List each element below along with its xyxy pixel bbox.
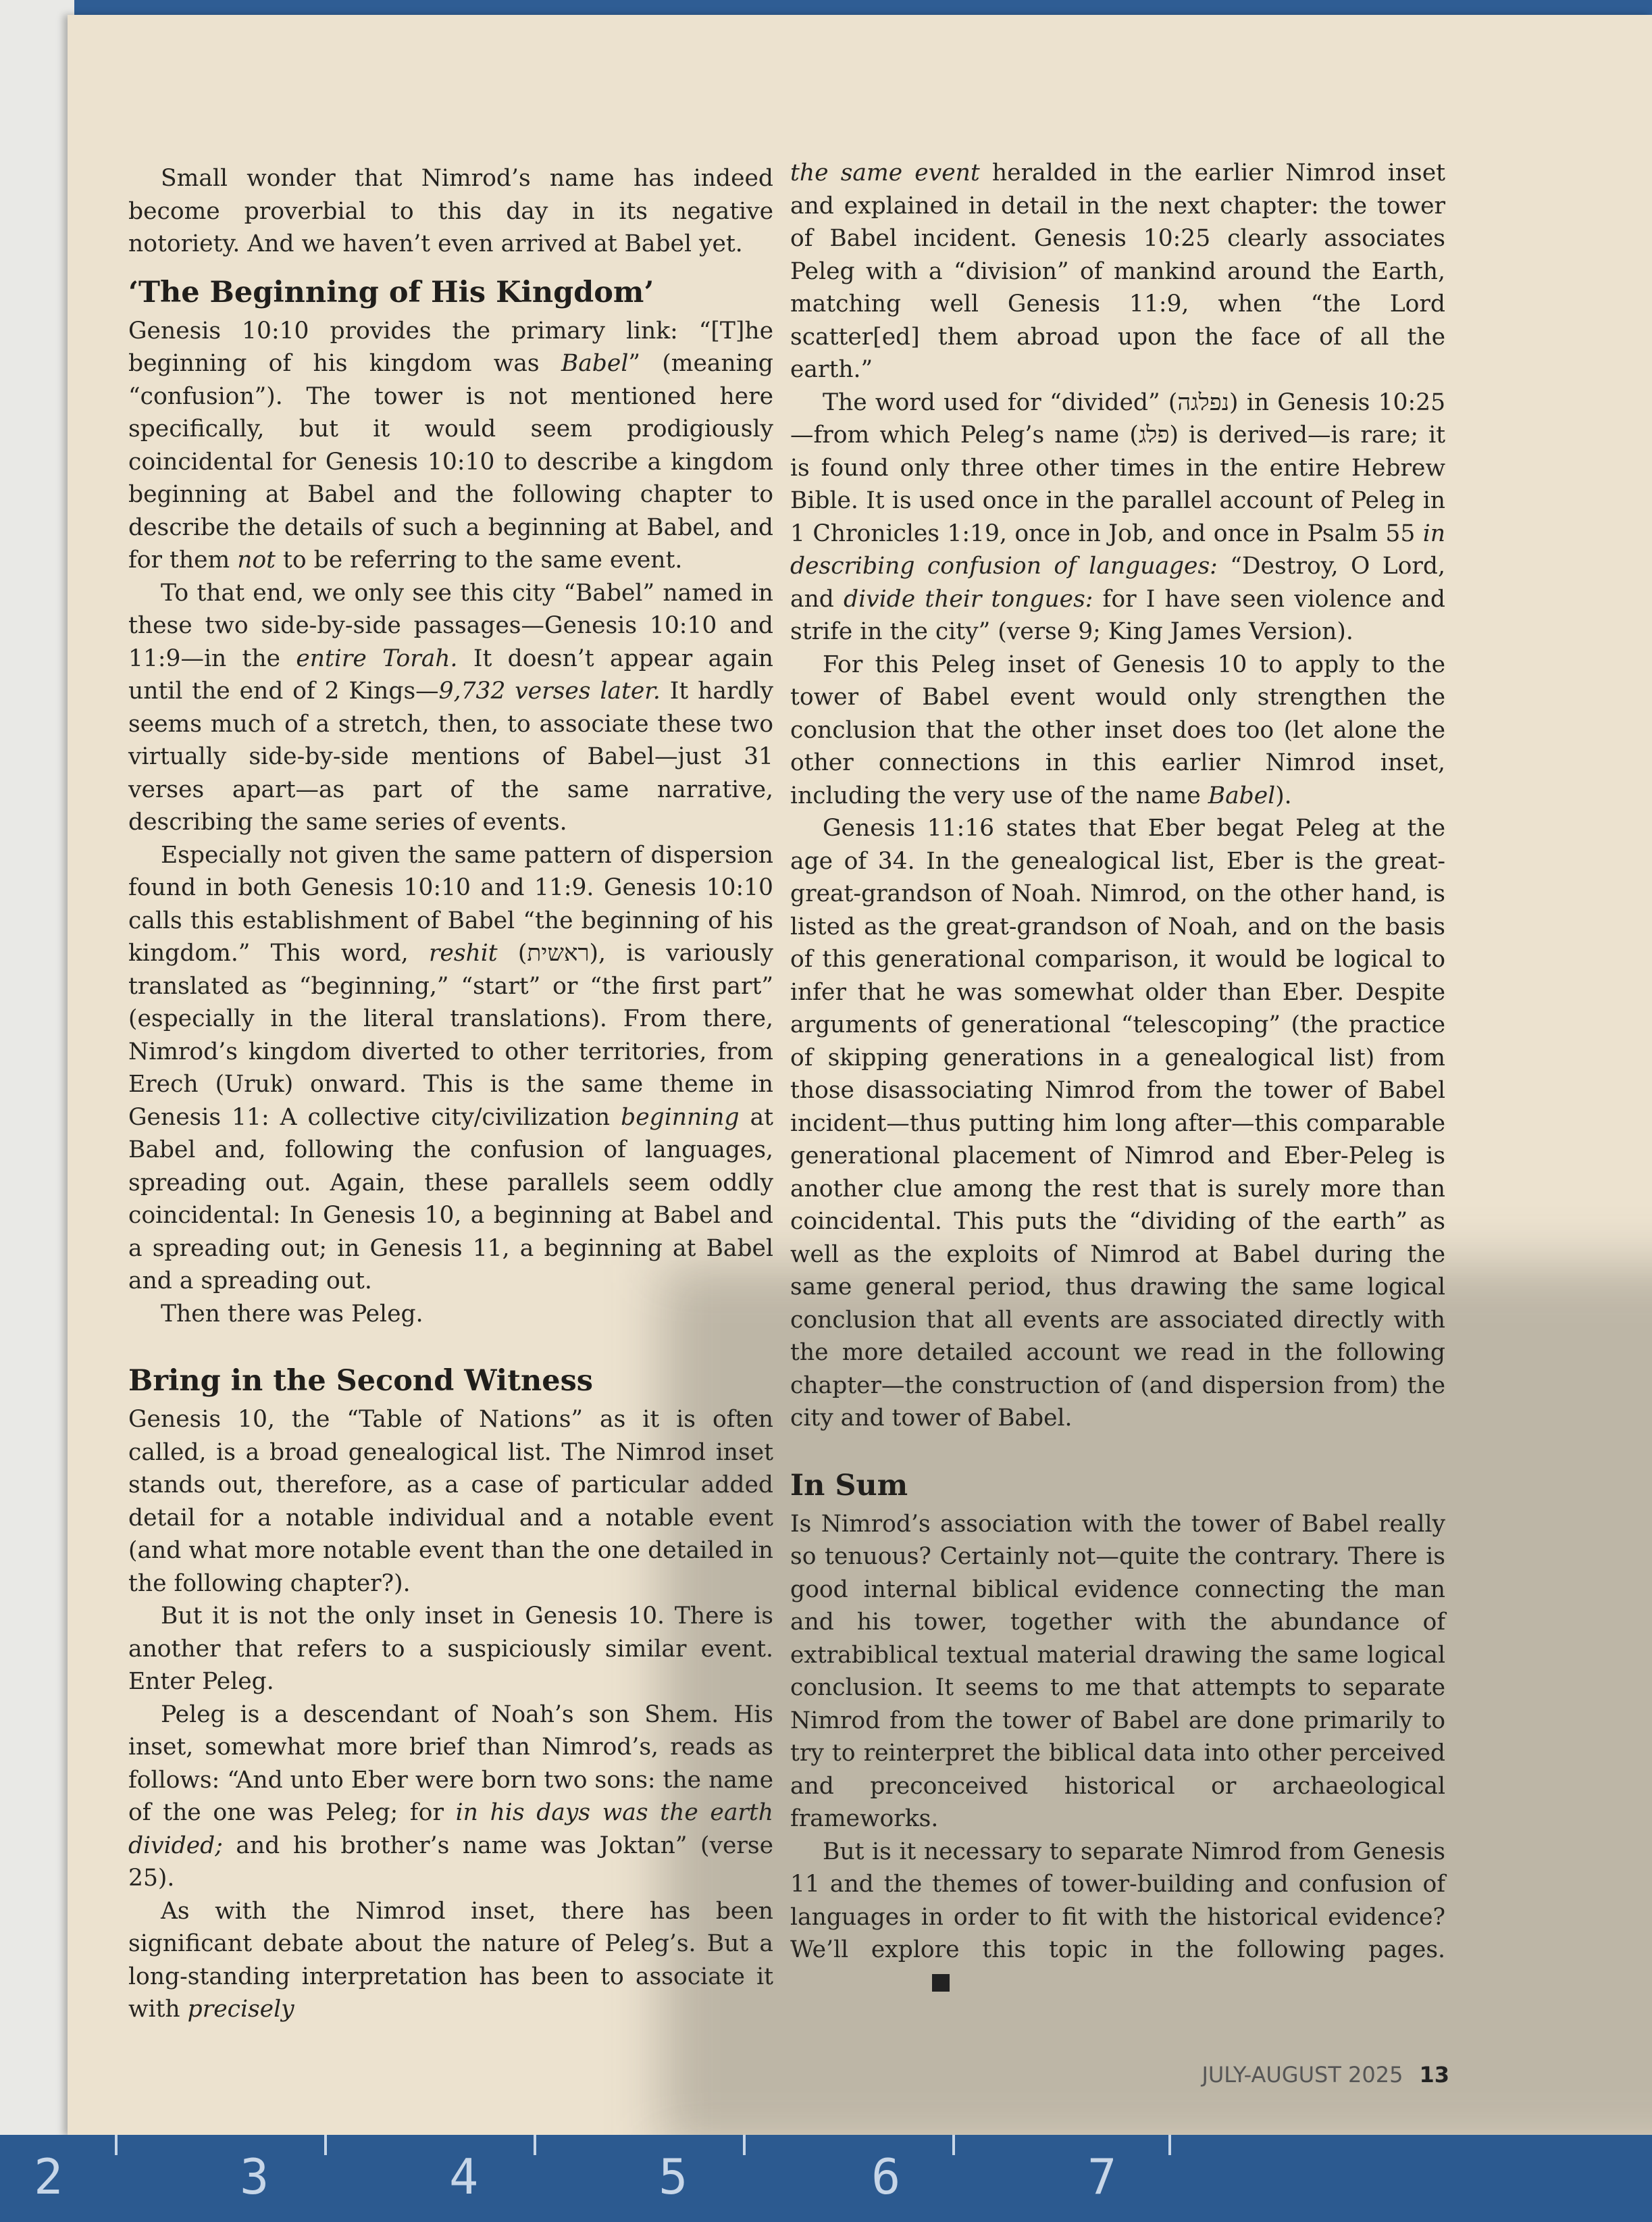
paragraph: As with the Nimrod inset, there has been significant debate about the nature of Peleg’s. But a long-standing interpretation has been to associate it with precisely	[128, 1897, 773, 2023]
ruler-number: 6	[871, 2148, 901, 2205]
ruler	[0, 2135, 1652, 2222]
paragraph: Genesis 11:16 states that Eber begat Peleg at the age of 34. In the genealogical list, Eber is the great-great-grandson of Noah. Nimrod, on the other hand, is listed as the great-grandson of Noah, and on the basis of this generational comparison, it would be logical to infer that he was somewhat older than Eber. Despite arguments of generational “telescoping” (the practice of skipping generations in a genealogical list) from those disassociating Nimrod from the tower of Babel incident—thus putting him long after—this comparable generational placement of Nimrod and Eber-Peleg is another clue among the rest that is surely more than coincidental. This puts the “dividing of the earth” as well as the exploits of Nimrod at Babel during the same general period, thus drawing the same logical conclusion that all events are associated directly with the more detailed account we read in the following chapter—the construction of (and dispersion from) the city and tower of Babel.	[790, 815, 1445, 1432]
section-heading-beginning: ‘The Beginning of His Kingdom’	[128, 275, 654, 309]
paragraph: To that end, we only see this city “Babel” named in these two side-by-side passages—Genesis 10:10 and 11:9—in the entire Torah. It doesn’t appear again until the end of 2 Kings—9,732 verses later. It hardly seems much of a stretch, then, to associate these two virtually side-by-side mentions of Babel—just 31 verses apart—as part of the same narrative, describing the same series of events.	[128, 579, 773, 836]
paragraph: Peleg is a descendant of Noah’s son Shem. His inset, somewhat more brief than Nimrod’s, reads as follows: “And unto Eber were born two sons: the name of the one was Peleg; for in his days was the earth divided; and his brother’s name was Joktan” (verse 25).	[128, 1700, 773, 1892]
paragraph: Small wonder that Nimrod’s name has indeed become proverbial to this day in its negative notoriety. And we haven’t even arrived at Babel yet.	[128, 165, 773, 257]
right-column	[790, 157, 1445, 1999]
ruler-number: 7	[1087, 2148, 1117, 2205]
end-mark-icon	[932, 1974, 950, 1992]
paragraph: But is it necessary to separate Nimrod from Genesis 11 and the themes of tower-building and confusion of languages in order to fit with the historical evidence? We’ll explore this topic in the following pages.	[790, 1836, 1445, 2000]
ruler-tick	[1168, 2135, 1171, 2155]
paragraph: Is Nimrod’s association with the tower of Babel really so tenuous? Certainly not—quite the contrary. There is good internal biblical evidence connecting the man and his tower, together with the abundance of extrabiblical textual material drawing the same logical conclusion. It seems to me that attempts to separate Nimrod from the tower of Babel are done primarily to try to reinterpret the biblical data into other perceived and preconceived historical or archaeological frameworks.	[790, 1510, 1445, 1832]
ruler-tick	[324, 2135, 327, 2155]
section-heading-second-witness: Bring in the Second Witness	[128, 1364, 593, 1398]
paragraph: For this Peleg inset of Genesis 10 to apply to the tower of Babel event would only strengthen the conclusion that the other inset does too (let alone the other connections in this earlier Nimrod inset, including the very use of the name Babel).	[790, 651, 1445, 809]
paragraph: Genesis 10, the “Table of Nations” as it is often called, is a broad genealogical list. The Nimrod inset stands out, therefore, as a case of particular added detail for a notable individual and a notable event (and what more notable event than the one detailed in the following chapter?).	[128, 1406, 773, 1597]
left-column	[128, 162, 773, 2026]
paragraph: The word used for “divided” (נפלגה) in Genesis 10:25—from which Peleg’s name (פלג) is derived—is rare; it is found only three other times in the entire Hebrew Bible. It is used once in the parallel account of Peleg in 1 Chronicles 1:19, once in Job, and once in Psalm 55 in describing confusion of languages: “Destroy, O Lord, and divide their tongues: for I have seen violence and strife in the city” (verse 9; King James Version).	[790, 388, 1446, 645]
ruler-number: 3	[240, 2148, 269, 2205]
adjacent-page-edge	[0, 0, 74, 2222]
paragraph: Genesis 10:10 provides the primary link: “[T]he beginning of his kingdom was Babel” (meaning “confusion”). The tower is not mentioned here specifically, but it would seem prodigiously coincidental for Genesis 10:10 to describe a kingdom beginning at Babel and the following chapter to describe the details of such a beginning at Babel, and for them not to be referring to the same event.	[128, 317, 773, 574]
page-number: 13	[1419, 2062, 1449, 2088]
section-heading-in-sum: In Sum	[790, 1468, 908, 1503]
issue-date: JULY-AUGUST 2025	[1202, 2062, 1403, 2088]
ruler-tick	[743, 2135, 746, 2155]
ruler-tick	[952, 2135, 955, 2155]
page-footer	[1202, 2062, 1449, 2088]
ruler-tick	[115, 2135, 118, 2155]
ruler-number: 4	[449, 2148, 479, 2205]
ruler-tick	[534, 2135, 536, 2155]
paragraph: the same event heralded in the earlier Nimrod inset and explained in detail in the next chapter: the tower of Babel incident. Genesis 10:25 clearly associates Peleg with a “division” of mankind around the Earth, matching well Genesis 11:9, when “the Lord scatter[ed] them abroad upon the face of all the earth.”	[790, 159, 1445, 383]
paragraph: Then there was Peleg.	[161, 1300, 423, 1328]
ruler-number: 2	[34, 2148, 63, 2205]
ruler-number: 5	[659, 2148, 688, 2205]
paragraph: But it is not the only inset in Genesis 10. There is another that refers to a suspiciously similar event. Enter Peleg.	[128, 1602, 773, 1695]
paragraph: Especially not given the same pattern of dispersion found in both Genesis 10:10 and 11:9. Genesis 10:10 calls this establishment of Babel “the beginning of his kingdom.” This word, reshit (ראשית), is variously translated as “beginning,” “start” or “the first part” (especially in the literal translations). From there, Nimrod’s kingdom diverted to other territories, from Erech (Uruk) onward. This is the same theme in Genesis 11: A collective city/civilization beginning at Babel and, following the confusion of languages, spreading out. Again, these parallels seem oddly coincidental: In Genesis 10, a beginning at Babel and a spreading out; in Genesis 11, a beginning at Babel and a spreading out.	[128, 841, 774, 1294]
